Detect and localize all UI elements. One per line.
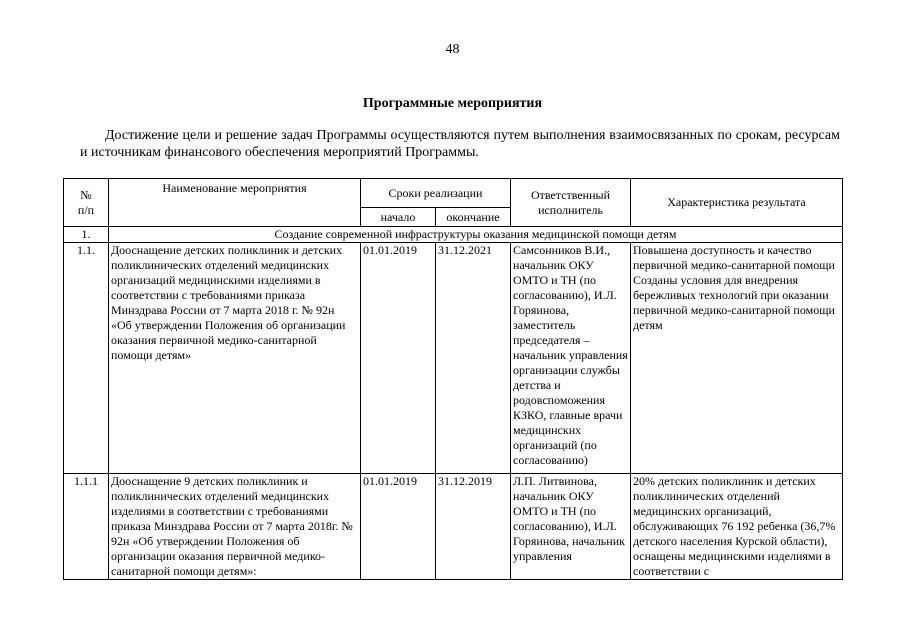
row-result: Повышена доступность и качество первичной медико-санитарной помощи Созданы условия для внедрения бережливых технологий при оказании первичной медико-санитарной помощи детям bbox=[631, 243, 843, 474]
page-number: 48 bbox=[445, 42, 460, 57]
row-num: 1.1.1 bbox=[64, 474, 109, 580]
section-num: 1. bbox=[64, 227, 109, 243]
header-terms: Сроки реализации bbox=[361, 179, 511, 208]
row-end: 31.12.2019 bbox=[436, 474, 511, 580]
row-num: 1.1. bbox=[64, 243, 109, 474]
section-title-cell: Создание современной инфраструктуры оказания медицинской помощи детям bbox=[109, 227, 843, 243]
intro-paragraph: Достижение цели и решение задач Программы осуществляются путем выполнения взаимосвязанных по срокам, ресурсам и источникам финансового обеспечения мероприятий Программы. bbox=[80, 128, 840, 160]
header-start: начало bbox=[361, 208, 436, 227]
table-row bbox=[64, 243, 843, 474]
row-executor: Самсонников В.И., начальник ОКУ ОМТО и ТН (по согласованию), И.Л. Горяинова, заместитель председателя – начальник управления организации службы детства и родовспоможения КЗКО, главные врачи медицинских организаций (по согласованию) bbox=[511, 243, 631, 474]
program-activities-table bbox=[63, 178, 843, 580]
row-name: Дооснащение 9 детских поликлиник и поликлинических отделений медицинских изделиями в соответствии с требованиями приказа Минздрава России от 7 марта 2018г. № 92н «Об утверждении Положения об организации оказания первичной медико-санитарной помощи детям»: bbox=[109, 474, 361, 580]
row-result: 20% детских поликлиник и детских поликлинических отделений медицинских организаций, обслуживающих 76 192 ребенка (36,7% детского населения Курской области), оснащены медицинскими изделиями в соответствии с bbox=[631, 474, 843, 580]
row-start: 01.01.2019 bbox=[361, 474, 436, 580]
section-row bbox=[64, 227, 843, 243]
row-executor: Л.П. Литвинова, начальник ОКУ ОМТО и ТН (по согласованию), И.Л. Горяинова, начальник управления bbox=[511, 474, 631, 580]
header-num: № п/п bbox=[64, 179, 109, 227]
header-end: окончание bbox=[436, 208, 511, 227]
table-row bbox=[64, 474, 843, 580]
section-title: Программные мероприятия bbox=[362, 96, 543, 111]
header-result: Характеристика результата bbox=[631, 179, 843, 227]
row-start: 01.01.2019 bbox=[361, 243, 436, 474]
header-executor: Ответственный исполнитель bbox=[511, 179, 631, 227]
row-name: Дооснащение детских поликлиник и детских поликлинических отделений медицинских организаций медицинскими изделиями в соответствии с требованиями приказа Минздрава России от 7 марта 2018 г. № 92н «Об утверждении Положения об организации оказания первичной медико-санитарной помощи детям» bbox=[109, 243, 361, 474]
row-end: 31.12.2021 bbox=[436, 243, 511, 474]
header-name: Наименование мероприятия bbox=[109, 179, 361, 227]
